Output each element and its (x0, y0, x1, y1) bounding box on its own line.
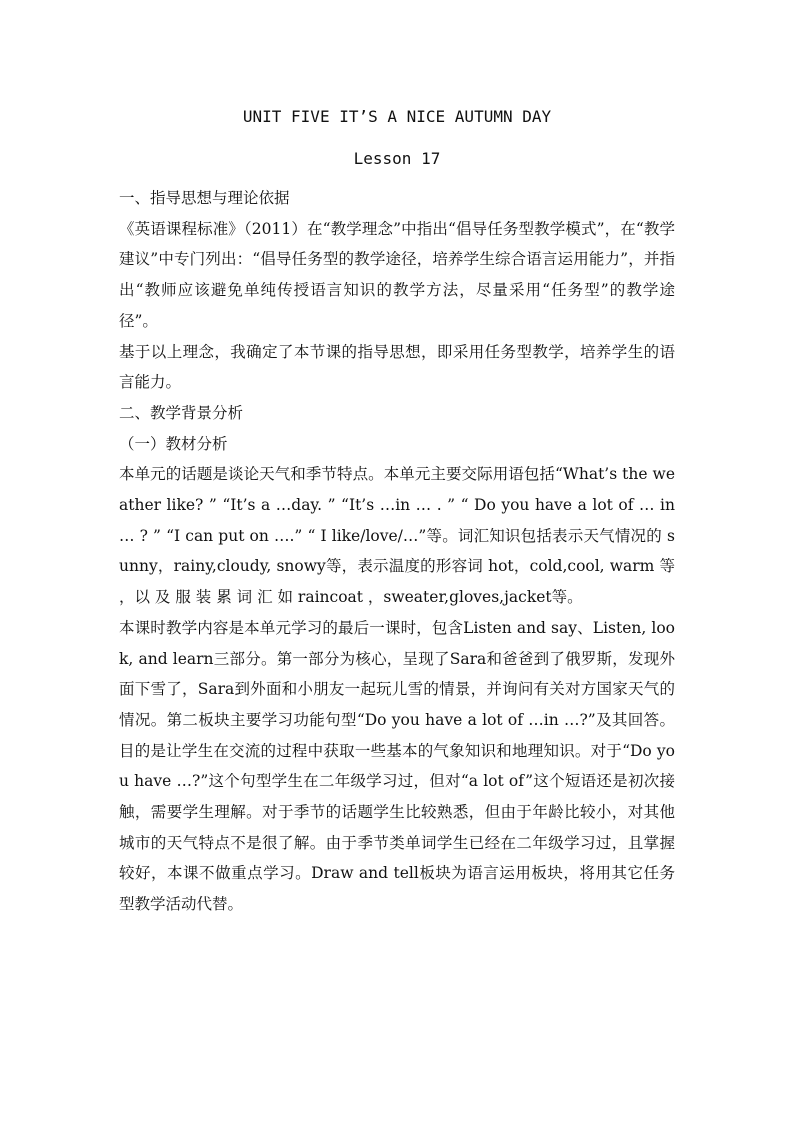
paragraph-lesson-content: 本课时教学内容是本单元学习的最后一课时，包含Listen and say、Listen, look, and learn三部分。第一部分为核心，呈现了Sara和爸爸到了俄罗斯，发现外面下雪了，Sara到外面和小朋友一起玩儿雪的情景，并询问有关对方国家天气的情况。第二板块主要学习功能句型“Do you have a lot of …in …?”及其回答。目的是让学生在交流的过程中获取一些基本的气象知识和地理知识。对于“Do you have …?”这个句型学生在二年级学习过，但对“a lot of”这个短语还是初次接触，需要学生理解。对于季节的话题学生比较熟悉，但由于年龄比较小，对其他城市的天气特点不是很了解。由于季节类单词学生已经在二年级学习过，且掌握较好，本课不做重点学习。Draw and tell板块为语言运用板块，将用其它任务型教学活动代替。 (119, 618, 675, 914)
lesson-title: Lesson 17 (353, 149, 441, 168)
subsection-heading-textbook: （一）教材分析 (119, 434, 228, 453)
paragraph-unit-topic: 本单元的话题是谈论天气和季节特点。本单元主要交际用语包括“What’s the weather like? ” “It’s a …day. ” “It’s …in … . ” “ Do you have a lot of … in … ? ” “I can put on ….” “ I like/love/…”等。词汇知识包括表示天气情况的 sunny，rainy,cloudy, snowy等，表示温度的形容词 hot，cold,cool, warm 等 ，以 及 服 装 累 词 汇 如 raincoat ，sweater,gloves,jacket等。 (119, 465, 675, 607)
paragraph-guiding-principle: 基于以上理念，我确定了本节课的指导思想，即采用任务型教学，培养学生的语言能力。 (119, 342, 675, 392)
paragraph-curriculum-standard: 《英语课程标准》（2011）在“教学理念”中指出“倡导任务型教学模式”，在“教学建议”中专门列出：“倡导任务型的教学途径，培养学生综合语言运用能力”，并指出“教师应该避免单纯传授语言知识的教学方法，尽量采用“任务型”的教学途径”。 (119, 219, 675, 330)
document-body (119, 183, 675, 920)
section-heading-guiding-ideas: 一、指导思想与理论依据 (119, 189, 290, 207)
unit-title: UNIT FIVE IT’S A NICE AUTUMN DAY (242, 107, 552, 126)
section-heading-background: 二、教学背景分析 (119, 403, 244, 422)
